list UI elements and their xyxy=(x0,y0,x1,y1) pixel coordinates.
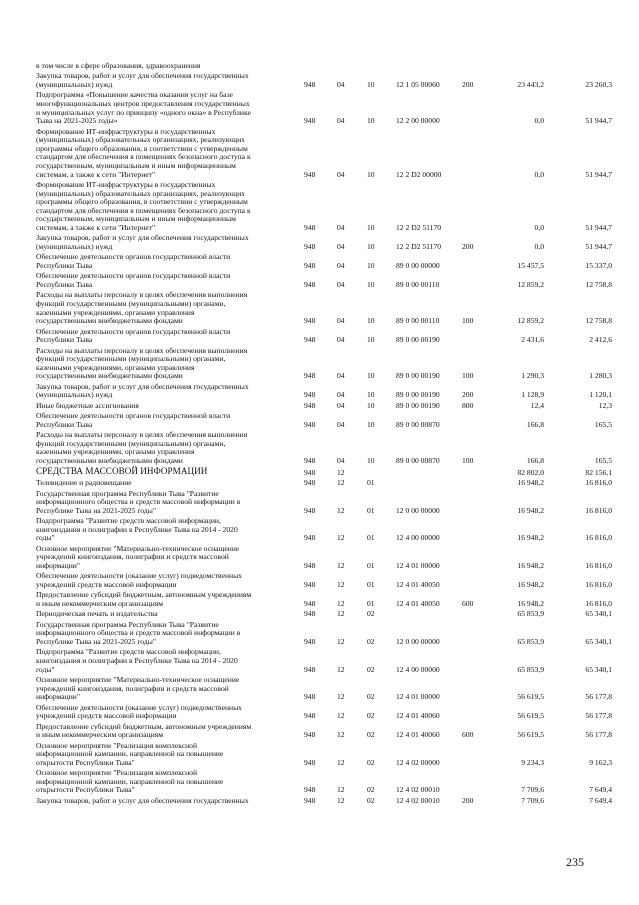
cell-vr: 100 xyxy=(462,455,474,465)
table-row xyxy=(0,676,639,702)
cell-amount-2023: 165,5 xyxy=(594,455,612,465)
table-row xyxy=(0,797,639,806)
cell-podrazdel: 10 xyxy=(367,279,375,289)
cell-podrazdel: 01 xyxy=(367,478,375,488)
cell-csr: 89 0 00 00190 xyxy=(396,371,440,381)
cell-podrazdel: 01 xyxy=(367,560,375,570)
table-row xyxy=(0,383,639,400)
table-row xyxy=(0,412,639,429)
table-row xyxy=(0,402,639,411)
cell-amount-2022: 1 128,9 xyxy=(521,390,544,400)
cell-podrazdel: 10 xyxy=(367,390,375,400)
cell-podrazdel: 10 xyxy=(367,419,375,429)
table-row xyxy=(0,479,639,488)
cell-podrazdel: 01 xyxy=(367,533,375,543)
cell-amount-2022: 65 853,9 xyxy=(517,664,544,674)
table-row xyxy=(0,572,639,589)
cell-amount-2023: 56 177,8 xyxy=(585,692,612,702)
cell-razdel: 12 xyxy=(337,533,345,543)
cell-csr: 12 4 02 00010 xyxy=(396,785,440,795)
cell-grbs: 948 xyxy=(304,316,316,326)
cell-csr: 89 0 00 00190 xyxy=(396,335,440,345)
cell-podrazdel: 02 xyxy=(367,636,375,646)
cell-razdel: 04 xyxy=(337,260,345,270)
cell-podrazdel: 02 xyxy=(367,757,375,767)
cell-amount-2023: 1 280,3 xyxy=(589,371,612,381)
cell-csr: 12 2 D2 51170 xyxy=(396,223,442,232)
cell-podrazdel: 01 xyxy=(367,505,375,515)
cell-description: СРЕДСТВА МАССОВОЙ ИНФОРМАЦИИ xyxy=(36,466,208,477)
cell-grbs: 948 xyxy=(304,478,316,488)
cell-grbs: 948 xyxy=(304,260,316,270)
cell-podrazdel: 02 xyxy=(367,664,375,674)
cell-grbs: 948 xyxy=(304,598,316,608)
cell-amount-2022: 56 619,5 xyxy=(517,730,544,740)
cell-grbs: 948 xyxy=(304,419,316,429)
cell-csr: 12 4 01 00000 xyxy=(396,692,440,702)
cell-grbs: 948 xyxy=(304,636,316,646)
cell-description: Обеспечение деятельности органов государственной власти Республики Тыва xyxy=(36,411,231,429)
table-row xyxy=(0,347,639,381)
cell-amount-2022: 16 948,2 xyxy=(517,579,544,589)
cell-grbs: 948 xyxy=(304,560,316,570)
cell-description: Основное мероприятие "Материально-техническое оснащение учреждений книгоиздания, полиграфии и средств массовой информации" xyxy=(36,543,240,570)
cell-amount-2022: 166,8 xyxy=(526,455,544,465)
cell-podrazdel: 02 xyxy=(367,711,375,721)
cell-vr: 200 xyxy=(462,241,474,251)
cell-csr: 89 0 00 00870 xyxy=(396,419,440,429)
cell-csr: 89 0 00 00190 xyxy=(396,400,440,410)
cell-amount-2022: 12 859,2 xyxy=(517,279,544,289)
cell-grbs: 948 xyxy=(304,785,316,795)
cell-podrazdel: 10 xyxy=(367,116,375,126)
cell-razdel: 12 xyxy=(337,609,345,619)
cell-razdel: 12 xyxy=(337,467,345,477)
cell-grbs: 948 xyxy=(304,664,316,674)
cell-amount-2022: 56 619,5 xyxy=(517,692,544,702)
cell-amount-2023: 2 412,6 xyxy=(589,335,612,345)
table-row xyxy=(0,62,639,71)
cell-csr: 12 4 01 40050 xyxy=(396,598,440,608)
cell-amount-2023: 16 816,0 xyxy=(585,533,612,543)
cell-vr: 100 xyxy=(462,316,474,326)
cell-amount-2022: 12 859,2 xyxy=(517,316,544,326)
table-row xyxy=(0,723,639,740)
table-row xyxy=(0,431,639,465)
cell-description: Подпрограмма "Развитие средств массовой информации, книгоиздания и полиграфии в Республике Тыва на 2014 - 2020 годы" xyxy=(36,516,238,543)
cell-description: Расходы на выплаты персоналу в целях обеспечения выполнения функций государственными (муниципальными) органами, казенными учреждениями, органами управления государственными внебюджетными фондами xyxy=(36,290,248,326)
cell-razdel: 12 xyxy=(337,730,345,740)
cell-csr: 12 4 00 00000 xyxy=(396,533,440,543)
table-row xyxy=(0,610,639,619)
cell-podrazdel: 10 xyxy=(367,223,375,232)
cell-grbs: 948 xyxy=(304,579,316,589)
cell-description: Закупка товаров, работ и услуг для обеспечения государственных xyxy=(36,795,249,805)
table-row xyxy=(0,769,639,795)
cell-amount-2023: 51 944,7 xyxy=(585,169,612,179)
cell-amount-2023: 12,3 xyxy=(598,400,612,410)
cell-amount-2022: 16 948,2 xyxy=(517,598,544,608)
cell-amount-2023: 165,5 xyxy=(594,419,612,429)
cell-csr: 12 4 01 40050 xyxy=(396,579,440,589)
cell-amount-2023: 56 177,8 xyxy=(585,711,612,721)
cell-csr: 89 0 00 00870 xyxy=(396,455,440,465)
cell-description: Обеспечение деятельности органов государственной власти Республики Тыва xyxy=(36,271,231,289)
table-row xyxy=(0,545,639,571)
cell-grbs: 948 xyxy=(304,400,316,410)
cell-razdel: 12 xyxy=(337,664,345,674)
cell-amount-2023: 12 758,8 xyxy=(585,316,612,326)
cell-vr: 800 xyxy=(462,400,474,410)
table-row xyxy=(0,181,639,233)
cell-amount-2022: 0,0 xyxy=(534,241,544,251)
cell-vr: 600 xyxy=(462,730,474,740)
cell-grbs: 948 xyxy=(304,455,316,465)
cell-razdel: 04 xyxy=(337,169,345,179)
table-row xyxy=(0,91,639,125)
cell-amount-2023: 16 816,0 xyxy=(585,598,612,608)
cell-description: Обеспечение деятельности (оказание услуг) подведомственных учреждений средств массовой информации xyxy=(36,702,242,721)
cell-amount-2022: 15 457,5 xyxy=(517,260,544,270)
cell-amount-2023: 51 944,7 xyxy=(585,116,612,126)
cell-razdel: 12 xyxy=(337,757,345,767)
cell-description: Закупка товаров, работ и услуг для обеспечения государственных (муниципальных) нужд xyxy=(36,233,249,251)
cell-amount-2022: 56 619,5 xyxy=(517,711,544,721)
cell-description: Основное мероприятие "Реализация комплексной информационной кампании, направленной на повышение открытости Республики Тыва" xyxy=(36,740,224,767)
cell-grbs: 948 xyxy=(304,223,316,232)
cell-razdel: 04 xyxy=(337,400,345,410)
cell-amount-2022: 65 853,9 xyxy=(517,636,544,646)
cell-description: Телевидение и радиовещание xyxy=(36,478,132,488)
cell-podrazdel: 10 xyxy=(367,169,375,179)
table-row xyxy=(0,648,639,674)
page-number: 235 xyxy=(566,855,584,869)
cell-razdel: 12 xyxy=(337,785,345,795)
cell-grbs: 948 xyxy=(304,692,316,702)
cell-csr: 12 0 00 00000 xyxy=(396,636,440,646)
cell-description: Формирование ИТ-инфраструктуры в государственных (муниципальных) образовательных организациях, реализующих программы общего образования, в соответствии с утвержденным стандартом для обеспечения в помещениях безопасного доступа к государственным, муниципальным и иным информационным системам, а также к сети "Интернет" xyxy=(36,126,251,179)
cell-podrazdel: 01 xyxy=(367,598,375,608)
cell-description: Предоставление субсидий бюджетным, автономным учреждениям и иным некоммерческим организациям xyxy=(36,590,252,608)
cell-amount-2022: 16 948,2 xyxy=(517,560,544,570)
cell-razdel: 04 xyxy=(337,241,345,251)
table-row xyxy=(0,234,639,251)
cell-podrazdel: 02 xyxy=(367,692,375,702)
table-row xyxy=(0,128,639,180)
cell-amount-2022: 0,0 xyxy=(534,223,544,232)
cell-razdel: 04 xyxy=(337,279,345,289)
cell-csr: 89 0 00 00110 xyxy=(396,279,440,289)
cell-grbs: 948 xyxy=(304,79,316,89)
cell-amount-2023: 56 177,8 xyxy=(585,730,612,740)
cell-description: Подпрограмма "Развитие средств массовой информации, книгоиздания и полиграфии в Республике Тыва на 2014 - 2020 годы" xyxy=(36,647,238,674)
cell-podrazdel: 10 xyxy=(367,455,375,465)
cell-razdel: 04 xyxy=(337,223,345,232)
cell-description: Государственная программа Республики Тыва "Развитие информационного общества и средств массовой информации в Республике Тыва на 2021-2025 годы" xyxy=(36,488,241,515)
cell-podrazdel: 10 xyxy=(367,260,375,270)
cell-amount-2022: 65 853,9 xyxy=(517,609,544,619)
cell-amount-2022: 1 290,3 xyxy=(521,371,544,381)
table-row xyxy=(0,621,639,647)
cell-description: Подпрограмма «Повышение качества оказания услуг на базе многофункциональных центров предоставления государственных и муниципальных услуг по принципу «одного окна» в Республике Тыва на 2021-2025 годы» xyxy=(36,90,251,126)
cell-csr: 12 2 D2 00000 xyxy=(396,169,442,179)
table-row xyxy=(0,467,639,477)
cell-csr: 12 4 01 40060 xyxy=(396,730,440,740)
cell-grbs: 948 xyxy=(304,730,316,740)
cell-grbs: 948 xyxy=(304,241,316,251)
cell-description: Предоставление субсидий бюджетным, автономным учреждениям и иным некоммерческим организациям xyxy=(36,721,252,740)
cell-razdel: 04 xyxy=(337,390,345,400)
cell-grbs: 948 xyxy=(304,757,316,767)
cell-amount-2023: 23 260,3 xyxy=(585,79,612,89)
cell-csr: 12 4 01 40060 xyxy=(396,711,440,721)
cell-podrazdel: 10 xyxy=(367,371,375,381)
cell-razdel: 04 xyxy=(337,371,345,381)
cell-grbs: 948 xyxy=(304,795,316,805)
cell-description: Расходы на выплаты персоналу в целях обеспечения выполнения функций государственными (муниципальными) органами, казенными учреждениями, органами управления государственными внебюджетными фондами xyxy=(36,430,248,465)
cell-grbs: 948 xyxy=(304,505,316,515)
cell-razdel: 12 xyxy=(337,636,345,646)
cell-grbs: 948 xyxy=(304,169,316,179)
cell-amount-2022: 82 802,0 xyxy=(517,467,544,477)
cell-podrazdel: 10 xyxy=(367,400,375,410)
cell-vr: 600 xyxy=(462,598,474,608)
cell-csr: 12 2 D2 51170 xyxy=(396,241,442,251)
cell-amount-2023: 51 944,7 xyxy=(585,241,612,251)
cell-amount-2022: 2 431,6 xyxy=(521,335,544,345)
cell-amount-2023: 65 340,1 xyxy=(585,609,612,619)
cell-grbs: 948 xyxy=(304,335,316,345)
cell-razdel: 12 xyxy=(337,795,345,805)
cell-amount-2022: 7 709,6 xyxy=(521,785,544,795)
cell-description: Основное мероприятие "Материально-техническое оснащение учреждений книгоиздания, полиграфии и средств массовой информации" xyxy=(36,675,240,702)
cell-csr: 12 1 05 00060 xyxy=(396,79,440,89)
cell-amount-2023: 1 120,1 xyxy=(589,390,612,400)
cell-amount-2023: 65 340,1 xyxy=(585,636,612,646)
cell-csr: 89 0 00 00000 xyxy=(396,260,440,270)
cell-razdel: 12 xyxy=(337,478,345,488)
cell-amount-2023: 9 162,3 xyxy=(589,757,612,767)
cell-description: Закупка товаров, работ и услуг для обеспечения государственных (муниципальных) нужд xyxy=(36,381,249,400)
cell-description: Расходы на выплаты персоналу в целях обеспечения выполнения функций государственными (муниципальными) органами, казенными учреждениями, органами управления государственными внебюджетными фондами xyxy=(36,345,248,381)
cell-csr: 89 0 00 00190 xyxy=(396,390,440,400)
cell-podrazdel: 10 xyxy=(367,335,375,345)
cell-description: Обеспечение деятельности (оказание услуг) подведомственных учреждений средств массовой информации xyxy=(36,571,242,589)
cell-csr: 12 4 01 00000 xyxy=(396,560,440,570)
cell-csr: 89 0 00 00110 xyxy=(396,316,440,326)
cell-description: Иные бюджетные ассигнования xyxy=(36,400,139,410)
cell-csr: 12 4 00 00000 xyxy=(396,664,440,674)
cell-razdel: 12 xyxy=(337,692,345,702)
cell-amount-2022: 23 443,2 xyxy=(517,79,544,89)
cell-amount-2023: 15 337,0 xyxy=(585,260,612,270)
cell-description: Закупка товаров, работ и услуг для обеспечения государственных (муниципальных) нужд xyxy=(36,71,249,89)
cell-podrazdel: 02 xyxy=(367,795,375,805)
cell-description: в том числе в сфере образования, здравоохранения xyxy=(36,61,201,70)
cell-amount-2023: 7 649,4 xyxy=(589,785,612,795)
table-row xyxy=(0,272,639,289)
cell-podrazdel: 10 xyxy=(367,241,375,251)
cell-razdel: 12 xyxy=(337,711,345,721)
cell-description: Основное мероприятие "Реализация комплексной информационной кампании, направленной на повышение открытости Республики Тыва" xyxy=(36,768,224,795)
cell-amount-2023: 7 649,4 xyxy=(589,795,612,805)
cell-vr: 100 xyxy=(462,371,474,381)
cell-amount-2022: 16 948,2 xyxy=(517,505,544,515)
cell-amount-2022: 16 948,2 xyxy=(517,478,544,488)
cell-razdel: 12 xyxy=(337,560,345,570)
cell-amount-2022: 166,8 xyxy=(526,419,544,429)
cell-grbs: 948 xyxy=(304,533,316,543)
cell-podrazdel: 02 xyxy=(367,785,375,795)
cell-amount-2023: 16 816,0 xyxy=(585,579,612,589)
cell-grbs: 948 xyxy=(304,116,316,126)
cell-podrazdel: 02 xyxy=(367,609,375,619)
cell-amount-2023: 16 816,0 xyxy=(585,478,612,488)
cell-description: Обеспечение деятельности органов государственной власти Республики Тыва xyxy=(36,252,231,270)
table-row xyxy=(0,517,639,543)
cell-amount-2022: 12,4 xyxy=(530,400,544,410)
cell-grbs: 948 xyxy=(304,609,316,619)
table-row xyxy=(0,328,639,345)
cell-razdel: 04 xyxy=(337,419,345,429)
cell-amount-2023: 16 816,0 xyxy=(585,560,612,570)
cell-amount-2022: 0,0 xyxy=(534,116,544,126)
cell-grbs: 948 xyxy=(304,711,316,721)
table-row xyxy=(0,291,639,325)
table-row xyxy=(0,72,639,89)
cell-razdel: 04 xyxy=(337,335,345,345)
cell-vr: 200 xyxy=(462,795,474,805)
cell-description: Формирование ИТ-инфраструктуры в государственных (муниципальных) образовательных организациях, реализующих программы общего образования, в соответствии с утвержденным стандартом для обеспечения в помещениях безопасного доступа к государственным, муниципальным и иным информационным системам, а также к сети "Интернет" xyxy=(36,180,251,232)
cell-amount-2023: 51 944,7 xyxy=(585,223,612,232)
cell-csr: 12 4 02 00010 xyxy=(396,795,440,805)
cell-amount-2022: 16 948,2 xyxy=(517,533,544,543)
cell-podrazdel: 01 xyxy=(367,579,375,589)
table-row xyxy=(0,490,639,516)
cell-csr: 12 0 00 00000 xyxy=(396,505,440,515)
cell-razdel: 04 xyxy=(337,116,345,126)
cell-podrazdel: 10 xyxy=(367,79,375,89)
cell-grbs: 948 xyxy=(304,390,316,400)
cell-amount-2022: 0,0 xyxy=(534,169,544,179)
cell-podrazdel: 02 xyxy=(367,730,375,740)
cell-amount-2023: 16 816,0 xyxy=(585,505,612,515)
cell-description: Периодическая печать и издательства xyxy=(36,609,158,619)
cell-razdel: 12 xyxy=(337,579,345,589)
cell-podrazdel: 10 xyxy=(367,316,375,326)
cell-razdel: 04 xyxy=(337,455,345,465)
cell-description: Обеспечение деятельности органов государственной власти Республики Тыва xyxy=(36,326,231,345)
table-row xyxy=(0,704,639,721)
cell-vr: 200 xyxy=(462,79,474,89)
table-row xyxy=(0,253,639,270)
cell-razdel: 12 xyxy=(337,505,345,515)
cell-grbs: 948 xyxy=(304,467,316,477)
cell-amount-2022: 7 709,6 xyxy=(521,795,544,805)
cell-amount-2023: 82 156,1 xyxy=(585,467,612,477)
cell-razdel: 12 xyxy=(337,598,345,608)
table-row xyxy=(0,591,639,608)
cell-razdel: 04 xyxy=(337,316,345,326)
cell-csr: 12 4 02 00000 xyxy=(396,757,440,767)
cell-description: Государственная программа Республики Тыва "Развитие информационного общества и средств массовой информации в Республике Тыва на 2021-2025 годы" xyxy=(36,619,241,646)
cell-grbs: 948 xyxy=(304,279,316,289)
table-row xyxy=(0,742,639,768)
cell-vr: 200 xyxy=(462,390,474,400)
cell-amount-2023: 65 340,1 xyxy=(585,664,612,674)
cell-grbs: 948 xyxy=(304,371,316,381)
cell-amount-2022: 9 234,3 xyxy=(521,757,544,767)
cell-amount-2023: 12 758,8 xyxy=(585,279,612,289)
cell-csr: 12 2 00 00000 xyxy=(396,116,440,126)
cell-razdel: 04 xyxy=(337,79,345,89)
